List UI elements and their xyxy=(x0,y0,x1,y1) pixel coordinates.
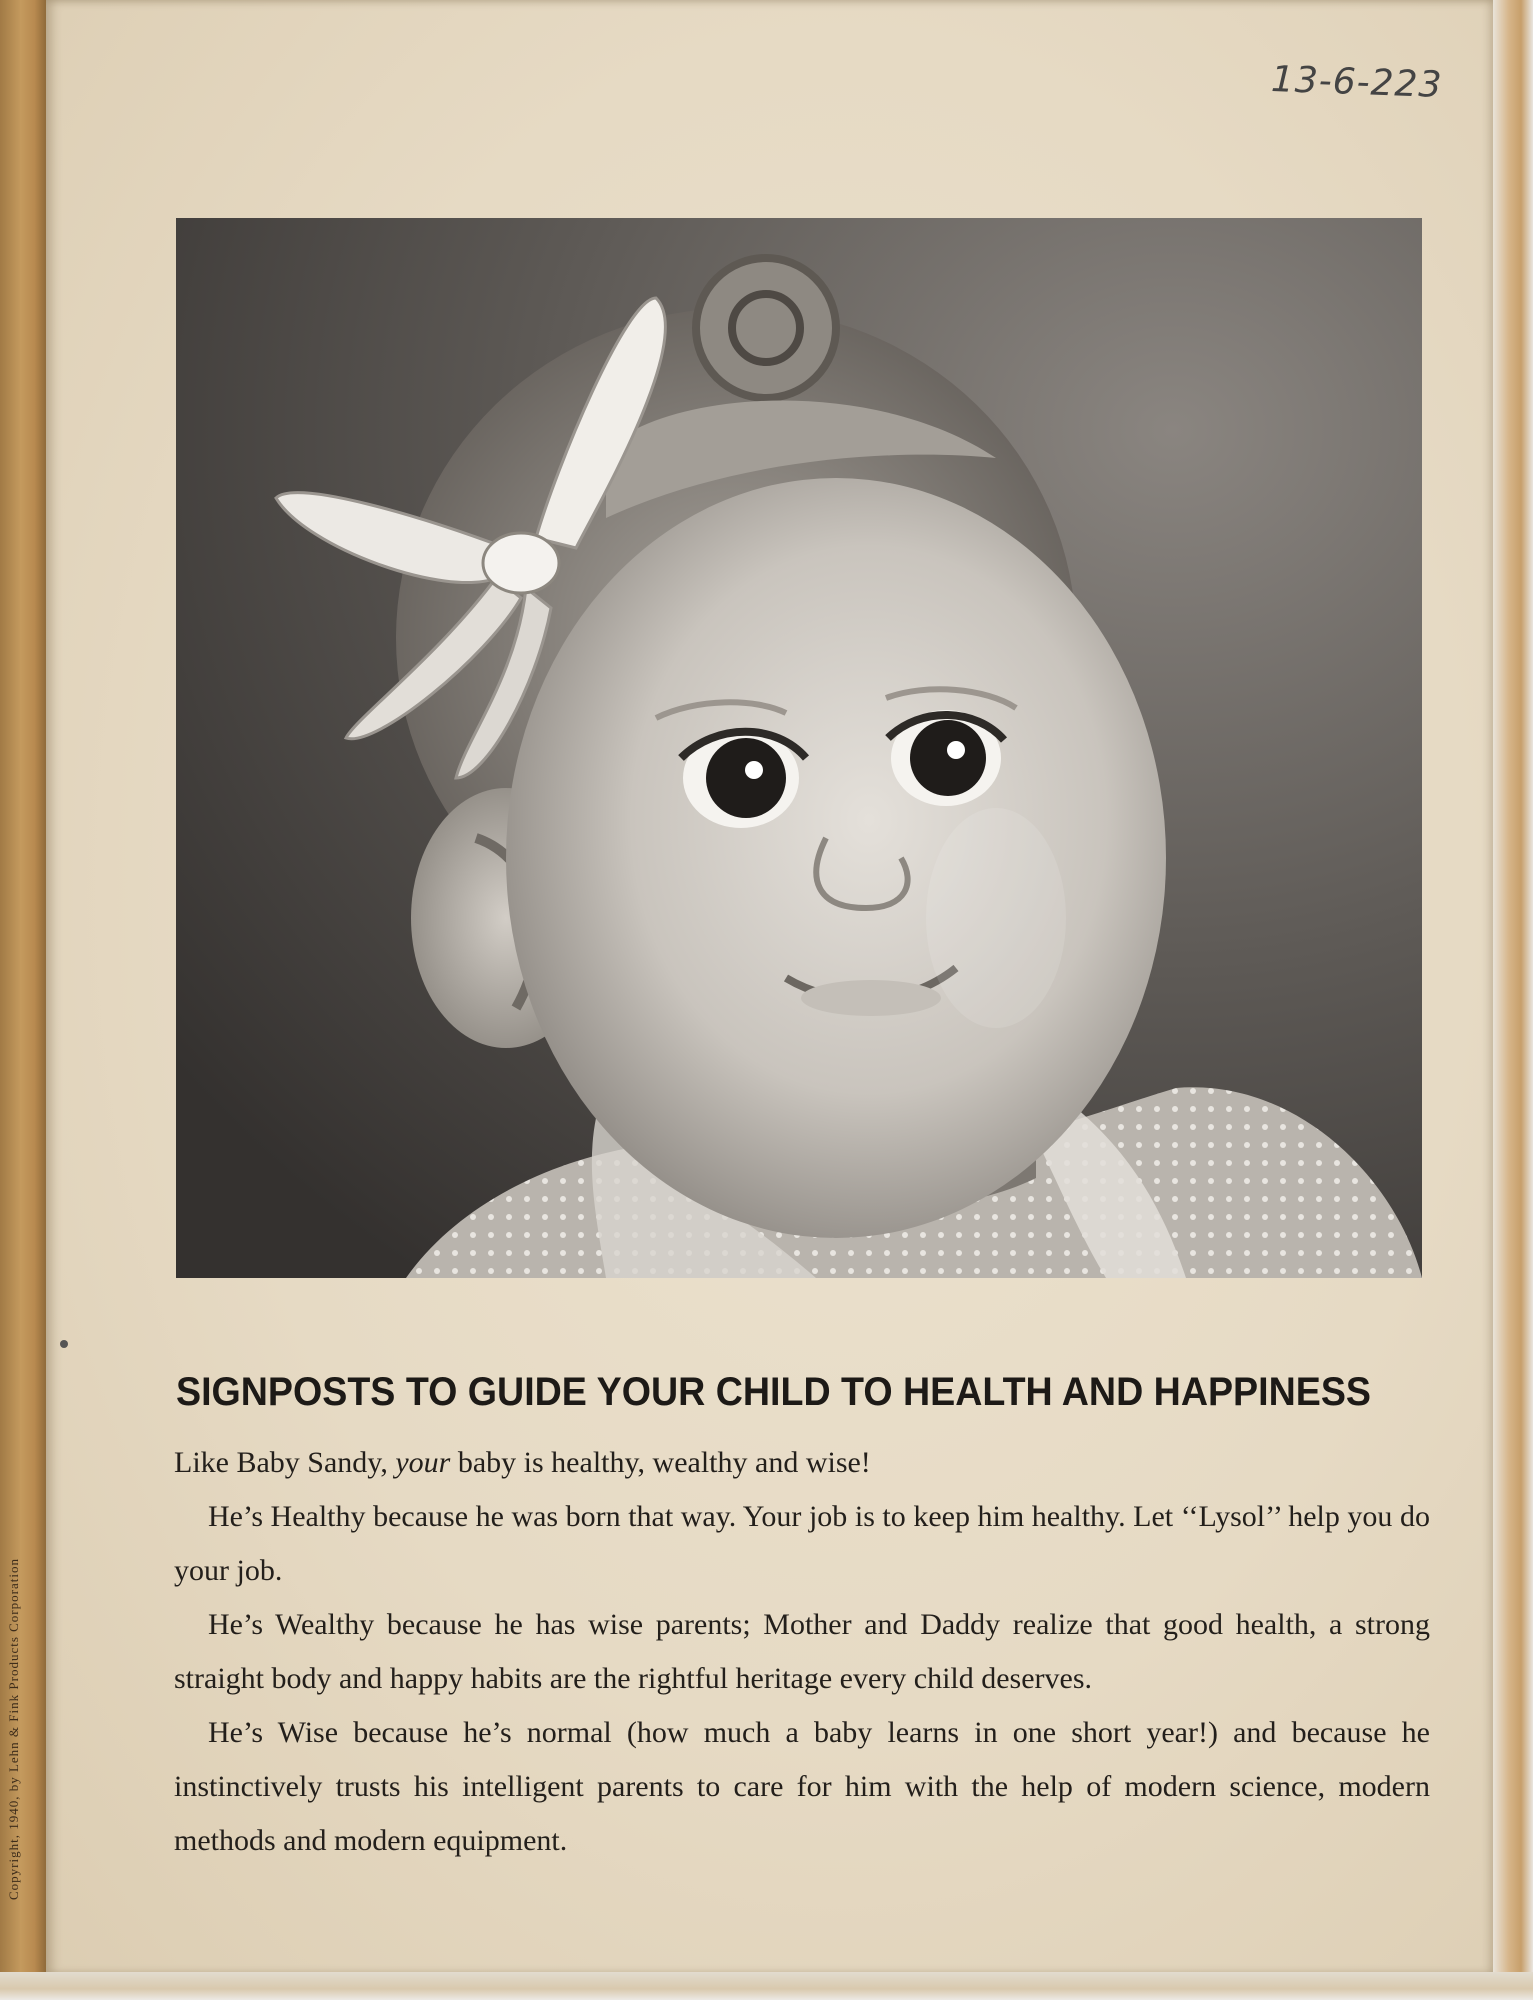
paragraph-intro: Like Baby Sandy, your baby is healthy, wealthy and wise! xyxy=(174,1446,871,1479)
paragraph-wealthy: He’s Wealthy because he has wise parents; Mother and Daddy realize that good health, a strong straight body and happy habits are the rightful heritage every child deserves. xyxy=(174,1608,1430,1695)
paragraph-wise: He’s Wise because he’s normal (how much a baby learns in one short year!) and because he instinctively trusts his intelligent parents to care for him with the help of modern science, modern methods and modern equipment. xyxy=(174,1716,1430,1857)
page-right-edge xyxy=(1493,0,1533,2000)
page-bottom-edge xyxy=(0,1972,1533,2000)
spine-copyright-text: Copyright, 1940, by Lehn & Fink Products Corporation xyxy=(6,1558,21,1900)
baby-portrait-illustration xyxy=(176,218,1422,1278)
baby-photo xyxy=(176,218,1422,1278)
handwritten-note: 13-6-223 xyxy=(1270,59,1444,106)
paragraph-healthy: He’s Healthy because he was born that way. Your job is to keep him healthy. Let ‘‘Lysol’’ help you do your job. xyxy=(174,1500,1430,1587)
article-heading: SIGNPOSTS TO GUIDE YOUR CHILD TO HEALTH AND HAPPINESS xyxy=(176,1370,1371,1414)
article-body xyxy=(174,1436,1430,1868)
adjacent-page-spine xyxy=(0,0,46,2000)
magazine-page xyxy=(46,0,1493,1975)
print-speck xyxy=(60,1340,68,1348)
